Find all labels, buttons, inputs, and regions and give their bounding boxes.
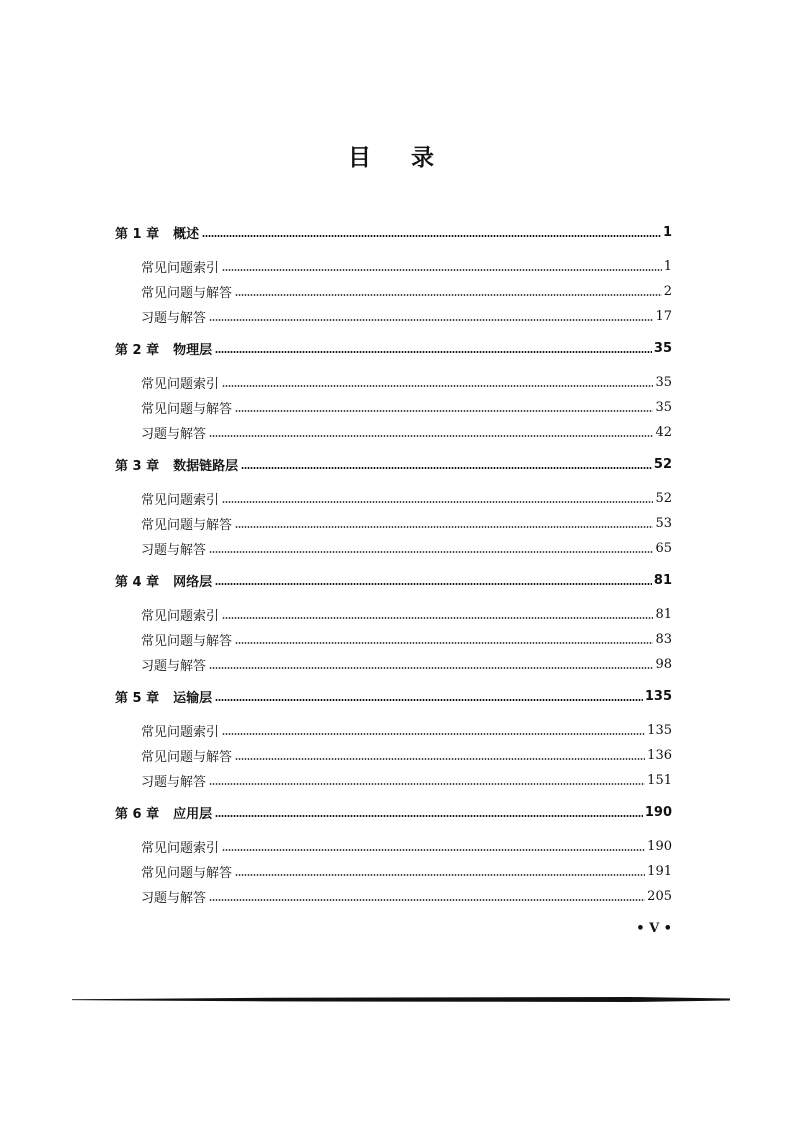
chapter-page-number: 135 xyxy=(644,689,672,704)
section-title: 常见问题与解答 xyxy=(141,634,233,649)
toc-section-row xyxy=(115,627,672,652)
section-title: 常见问题与解答 xyxy=(141,402,233,417)
section-title: 常见问题索引 xyxy=(141,609,220,624)
chapter-label: 第 3 章 xyxy=(115,459,160,474)
toc-chapter-row xyxy=(115,568,672,593)
toc-chapter-row xyxy=(115,220,672,245)
toc-section-row xyxy=(115,395,672,420)
toc-chapter-row xyxy=(115,684,672,709)
toc-section-row xyxy=(115,768,672,793)
dot-leader xyxy=(235,758,645,760)
section-page-number: 17 xyxy=(655,309,672,324)
section-title: 常见问题索引 xyxy=(141,377,220,392)
toc-title: 目 录 xyxy=(347,145,435,171)
section-title: 常见问题索引 xyxy=(141,261,220,276)
dot-leader xyxy=(235,294,662,296)
dot-leader xyxy=(215,351,652,353)
dot-leader xyxy=(222,617,653,619)
chapter-block xyxy=(115,220,672,329)
chapter-label: 第 4 章 xyxy=(115,575,160,590)
toc-chapter-row xyxy=(115,336,672,361)
dot-leader xyxy=(215,699,643,701)
section-title: 习题与解答 xyxy=(141,659,207,674)
toc-section-row xyxy=(115,602,672,627)
dot-leader xyxy=(209,551,653,553)
toc-chapter-row xyxy=(115,452,672,477)
dot-leader xyxy=(215,583,652,585)
section-page-number: 83 xyxy=(655,632,672,647)
section-page-number: 191 xyxy=(647,864,672,879)
section-page-number: 98 xyxy=(655,657,672,672)
toc-section-row xyxy=(115,652,672,677)
dot-leader xyxy=(235,526,653,528)
chapter-label: 第 1 章 xyxy=(115,227,160,242)
dot-leader xyxy=(222,501,653,503)
chapter-title: 数据链路层 xyxy=(173,459,239,474)
section-page-number: 81 xyxy=(655,607,672,622)
dot-leader xyxy=(235,410,653,412)
section-title: 常见问题与解答 xyxy=(141,866,233,881)
chapter-title: 概述 xyxy=(173,227,200,242)
page-number: • V • xyxy=(636,921,672,936)
toc-section-row xyxy=(115,511,672,536)
dot-leader xyxy=(235,874,645,876)
dot-leader xyxy=(222,385,653,387)
chapter-title: 物理层 xyxy=(173,343,213,358)
chapter-label: 第 6 章 xyxy=(115,807,160,822)
section-page-number: 53 xyxy=(655,516,672,531)
section-title: 常见问题索引 xyxy=(141,725,220,740)
toc-section-row xyxy=(115,279,672,304)
section-title: 习题与解答 xyxy=(141,311,207,326)
dot-leader xyxy=(222,269,662,271)
section-page-number: 136 xyxy=(647,748,672,763)
section-title: 常见问题与解答 xyxy=(141,750,233,765)
toc-section-row xyxy=(115,834,672,859)
chapter-page-number: 1 xyxy=(662,225,672,240)
toc-section-row xyxy=(115,370,672,395)
chapter-page-number: 81 xyxy=(653,573,672,588)
dot-leader xyxy=(209,435,653,437)
dot-leader xyxy=(202,235,661,237)
section-page-number: 2 xyxy=(663,284,672,299)
section-title: 常见问题与解答 xyxy=(141,518,233,533)
chapter-block xyxy=(115,452,672,561)
section-page-number: 35 xyxy=(655,375,672,390)
chapter-page-number: 52 xyxy=(653,457,672,472)
section-title: 常见问题与解答 xyxy=(141,286,233,301)
chapter-block xyxy=(115,684,672,793)
dot-leader xyxy=(235,642,653,644)
section-page-number: 65 xyxy=(655,541,672,556)
toc-section-row xyxy=(115,420,672,445)
toc-section-row xyxy=(115,304,672,329)
dot-leader xyxy=(215,815,643,817)
dot-leader xyxy=(209,667,653,669)
chapter-label: 第 2 章 xyxy=(115,343,160,358)
dot-leader xyxy=(222,733,645,735)
section-page-number: 35 xyxy=(655,400,672,415)
chapter-page-number: 35 xyxy=(653,341,672,356)
chapter-page-number: 190 xyxy=(644,805,672,820)
toc-section-row xyxy=(115,859,672,884)
toc-chapter-row xyxy=(115,800,672,825)
chapter-title: 网络层 xyxy=(173,575,213,590)
section-page-number: 151 xyxy=(647,773,672,788)
toc-section-row xyxy=(115,884,672,909)
section-page-number: 190 xyxy=(647,839,672,854)
toc-section-row xyxy=(115,486,672,511)
dot-leader xyxy=(209,319,653,321)
section-page-number: 205 xyxy=(647,889,672,904)
chapter-title: 应用层 xyxy=(173,807,213,822)
section-page-number: 42 xyxy=(655,425,672,440)
section-page-number: 135 xyxy=(647,723,672,738)
dot-leader xyxy=(241,467,652,469)
chapter-title: 运输层 xyxy=(173,691,213,706)
section-title: 常见问题索引 xyxy=(141,493,220,508)
toc-section-row xyxy=(115,536,672,561)
toc-list xyxy=(115,220,672,916)
section-title: 习题与解答 xyxy=(141,543,207,558)
bottom-rule xyxy=(72,997,730,1002)
chapter-block xyxy=(115,568,672,677)
chapter-label: 第 5 章 xyxy=(115,691,160,706)
chapter-block xyxy=(115,336,672,445)
toc-section-row xyxy=(115,254,672,279)
section-title: 习题与解答 xyxy=(141,427,207,442)
dot-leader xyxy=(222,849,645,851)
chapter-block xyxy=(115,800,672,909)
section-title: 习题与解答 xyxy=(141,775,207,790)
toc-section-row xyxy=(115,718,672,743)
dot-leader xyxy=(209,899,645,901)
section-page-number: 52 xyxy=(655,491,672,506)
section-page-number: 1 xyxy=(663,259,672,274)
dot-leader xyxy=(209,783,645,785)
toc-section-row xyxy=(115,743,672,768)
section-title: 习题与解答 xyxy=(141,891,207,906)
section-title: 常见问题索引 xyxy=(141,841,220,856)
